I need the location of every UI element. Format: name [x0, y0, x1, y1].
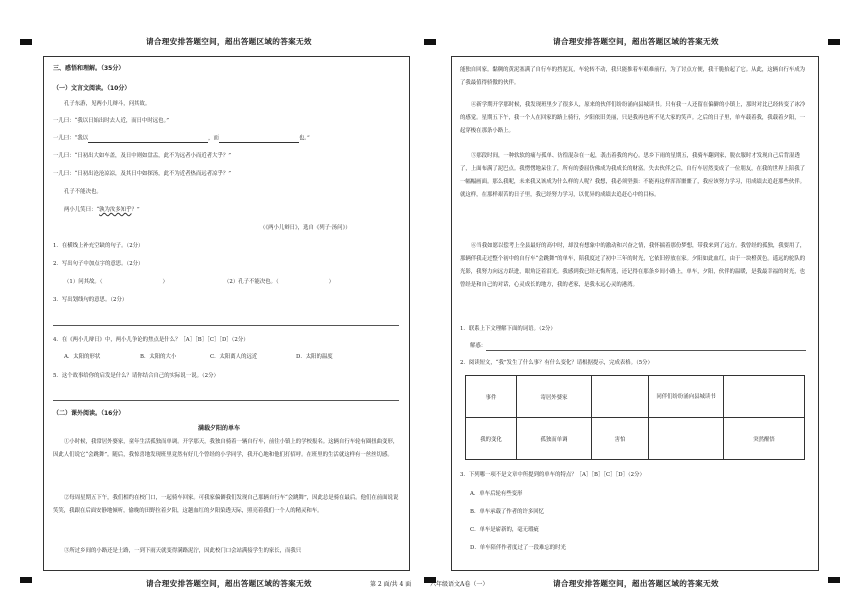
question-1: 1．在横线上补充空缺的句子。（2分） — [53, 243, 144, 249]
section-title: 三、感悟和理解。（35分） — [53, 65, 125, 72]
classical-line: 两小儿笑曰：“孰为汝多知乎？” — [64, 207, 140, 213]
classical-line: 孔子东游，见两小儿辩斗，问其故。 — [64, 101, 151, 107]
classical-line: 孔子不能决也。 — [64, 189, 102, 195]
answer-area-warning: 请合理安排答题空间，超出答题区域的答案无效 — [146, 579, 312, 588]
option-a[interactable]: A．单车后轮有些变形 — [470, 491, 523, 497]
story-paragraph: 能独自回家。黏稠的黄泥塞满了自行车的挡泥瓦，车轮转不动，我只能推着车艰难前行，为了讨点方便，我干脆抬起了它。从此，这辆自行车成为了我最值得骄傲的伙伴。 — [460, 67, 806, 86]
option-a[interactable]: A．太阳的形状 — [64, 354, 101, 360]
classical-line-blank: 一儿曰：“我以 ，而 也。” — [53, 135, 310, 142]
paper-title: 六年级语文A卷（一） — [430, 581, 489, 588]
question-2a: （1）问其故。（ ） — [64, 279, 168, 285]
classical-line: 一儿曰：“我以日始出时去人近，而日中时远也。” — [53, 118, 170, 124]
classical-line: 一儿曰：“日初出沧沧凉凉，及其日中如探汤，此不为近者热而远者凉乎？” — [53, 171, 232, 177]
question-3: 3．写出划线句的意思。（2分） — [53, 297, 128, 303]
story-paragraph: ④新学期开学那时候，我发现班里少了很多人，原来的伙伴们纷纷涌向县城读书。只有我一人还留在偏僻的小镇上，那时对比已经转变了冰冷的感觉。星期五下午，我一个人在回家的路上骑行，夕阳依旧美丽，只是我再也听不见大家的笑声。之后的日子里，单车载着我，我载着夕阳，一起穿梭在那条小路上。 — [460, 102, 806, 134]
classical-line: 一儿曰：“日初出大如车盖，及日中则如盘盂，此不为远者小而近者大乎？” — [53, 153, 232, 159]
events-table — [465, 375, 805, 460]
registration-mark — [20, 39, 32, 45]
table-cell-blank[interactable] — [649, 418, 724, 460]
table-cell: 我的变化 — [466, 418, 517, 460]
option-b[interactable]: B．太阳的大小 — [140, 354, 177, 360]
r-question-1-word: 解惑： — [470, 343, 487, 349]
registration-mark — [828, 39, 840, 45]
question-4: 4．在《两小儿辩日》中，两小儿争论的焦点是什么？［A］［B］［C］［D］（2分） — [53, 337, 249, 343]
table-cell: 孤独而单调 — [517, 418, 592, 460]
answer-area-warning: 请合理安排答题空间，超出答题区域的答案无效 — [146, 37, 312, 46]
answer-area-warning: 请合理安排答题空间，超出答题区域的答案无效 — [553, 579, 719, 588]
question-2: 2．写出句子中加点字的意思。（2分） — [53, 261, 144, 267]
question-2b: （2）孔子不能决也。（ ） — [224, 279, 335, 285]
story-paragraph: ②每周星期五下午，我们相约在校门口，一起骑车回家。可我家偏僻我们发现自己那辆自行车“会跳舞”，因此总是骑在最后。他们在前面说说笑笑，我跟在后面安静地倾听，偷晚的田野拉着夕阳，这趟血红的夕阳染透天际，照亮着我们一个人的精灵和车。 — [53, 495, 399, 514]
answer-blank[interactable] — [219, 135, 299, 143]
table-cell-blank[interactable] — [592, 376, 649, 418]
table-cell: 同伴们纷纷涌向县城读书 — [649, 376, 724, 418]
table-cell-blank[interactable] — [724, 376, 805, 418]
story-title: 满载夕阳的单车 — [198, 425, 241, 432]
underlined-sentence: 孰为汝多知乎 — [99, 207, 132, 213]
table-cell: 突然醒悟 — [724, 418, 805, 460]
story-paragraph: ③所过乡间的小路还是土路，一到下雨天就变得满路泥泞，因此校门口会站满接学生的家长，而我只 — [64, 548, 302, 554]
answer-blank[interactable] — [88, 135, 208, 143]
table-cell: 事件 — [466, 376, 517, 418]
answer-line[interactable] — [486, 350, 806, 351]
table-cell: 害怕 — [592, 418, 649, 460]
r-question-3: 3．下列哪一项不是文章中所提到的单车的特点？［A］［B］［C］［D］（2分） — [460, 472, 645, 478]
answer-line[interactable] — [53, 325, 399, 326]
option-c[interactable]: C．单车是崭新的，毫无瑕疵 — [470, 527, 539, 533]
story-paragraph: ⑥当我如愿以偿考上全县最好的高中时，却没有想象中的激动和兴奋之情，我怀揣着那份梦想，带我来到了远方。我曾经的孤独，我要用了，那辆伴我走过整个初中的自行车“会跳舞”的单车，陪我度过了初中三年的时光，它依旧停放在家。夕阳如此血红，由于一块橙黄色。遥远的驼队的光影，我努力向远方跃进，眼角泛着泪光。我感到我已经无悔所选，还记得在那条乡间小路上，单车，夕阳，伙伴的温暖，是我最幸福的时光，也曾经是和自己的对话，心灵成长的地方，我的老家，是我永远心灵的港湾。 — [460, 243, 806, 288]
page-number: 第 2 面/共 4 面 — [370, 581, 412, 588]
part1-title: （一）文言文阅读。（10分） — [53, 85, 131, 92]
part2-title: （二）课外阅读。（16分） — [53, 410, 125, 417]
question-5: 5．这个故事给你的启发是什么？请你结合自己的实际说一说。（2分） — [53, 373, 219, 379]
table-cell: 寄居外婆家 — [517, 376, 592, 418]
answer-line[interactable] — [53, 400, 399, 401]
option-b[interactable]: B．单车承载了作者的许多回忆 — [470, 509, 545, 515]
option-d[interactable]: D．太阳的温度 — [296, 354, 333, 360]
story-paragraph: ⑤那段时间，一种软软的痛与孤单、彷徨混杂在一起，袭击着我的内心。思乡下雨的星期五，我骑车翻到家，脱衣服时才发现自己后背湿透了，上面布满了泥巴点。我愣愣地呆住了，所有的委屈仿佛成为我成长的财富。失去伙伴之后，自行车居然变成了一位朋友，在我的世界上陪我了一幅幅画面。那么我呢，未来我又该成为什么样的人呢？我想，我必须坚强：不能再这样浑浑噩噩了，我应该努力学习，用成绩去追赶那些伙伴。就这样，在那样艰苦的日子里，我已经努力学习，以优异的成绩去追赶心中的目标。 — [460, 153, 806, 198]
registration-mark — [828, 577, 840, 583]
source-citation: （《两小儿辩日》，选自《列子·汤问》） — [260, 225, 351, 231]
story-paragraph: ①小时候，我常居外婆家，童年生活孤独而单调。开学那天，我独自骑着一辆自行车，前往小镇上的学校报名。这辆自行车轮有圈扭曲变形，因此人们说它“会跳舞”。随后，我惊喜地发现班里竟然有好几个曾经的小学同学，我开心地和他们打招呼。在班里的生活就这样有一丝丝切感。 — [53, 439, 399, 458]
option-c[interactable]: C．太阳离人的远近 — [210, 354, 258, 360]
answer-area-warning: 请合理安排答题空间，超出答题区域的答案无效 — [553, 37, 719, 46]
r-question-2: 2．阅读短文，“我”发生了什么事？有什么变化？请根据提示，完成表格。（5分） — [460, 360, 653, 366]
option-d[interactable]: D．单车陪伴作者度过了一段难忘的时光 — [470, 545, 566, 551]
r-question-1: 1．联系上下文理解下面的词语。（2分） — [460, 326, 556, 332]
registration-mark — [20, 577, 32, 583]
registration-mark — [424, 39, 436, 45]
